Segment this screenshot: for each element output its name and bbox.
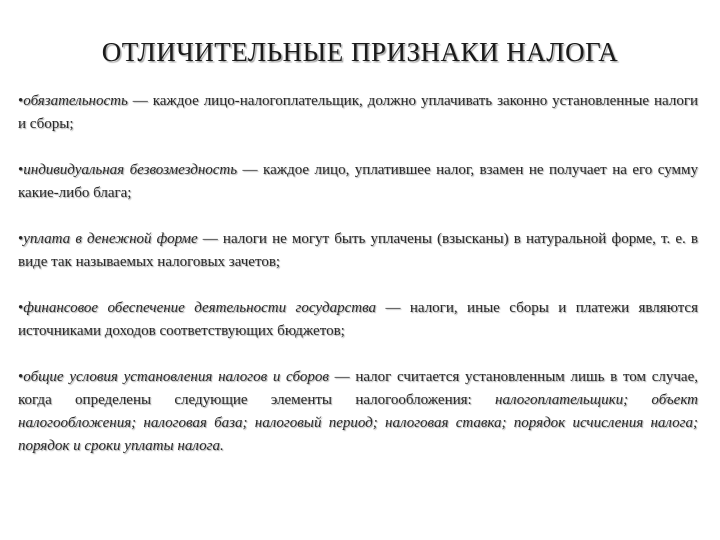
feature-list (18, 90, 698, 458)
item-term: уплата в денежной форме (23, 231, 198, 247)
bullet: • (18, 93, 24, 109)
bullet: • (18, 300, 24, 316)
item-text: — налог считается установленным лишь в том случае, когда определены следующие элементы налогообложения: (18, 369, 698, 408)
bullet: • (18, 231, 24, 247)
list-item (18, 228, 698, 274)
item-text: — налоги не могут быть уплачены (взысканы) в натуральной форме, т. е. в виде так называемых налоговых зачетов; (18, 231, 698, 270)
list-item (18, 297, 698, 343)
bullet: • (18, 162, 24, 178)
list-item (18, 366, 698, 458)
page-title: ОТЛИЧИТЕЛЬНЫЕ ПРИЗНАКИ НАЛОГА (101, 37, 619, 67)
list-item (18, 90, 698, 136)
item-term: общие условия установления налогов и сборов (23, 369, 329, 385)
bullet: • (18, 369, 24, 385)
item-term: финансовое обеспечение деятельности государства (23, 300, 377, 316)
item-text: — каждое лицо, уплатившее налог, взамен не получает на его сумму какие-либо блага; (18, 162, 699, 201)
item-term: обязательность (23, 93, 128, 109)
list-item (18, 159, 698, 205)
item-italic-tail: налогоплательщики; объект налогообложения; налоговая база; налоговый период; налоговая ставка; порядок исчисления налога; порядок и сроки уплаты налога. (18, 392, 698, 454)
item-text: — налоги, иные сборы и платежи являются источниками доходов соответствующих бюджетов; (18, 300, 698, 339)
item-text: — каждое лицо-налогоплательщик, должно уплачивать законно установленные налоги и сборы; (18, 93, 698, 132)
item-term: индивидуальная безвозмездность (23, 162, 238, 178)
